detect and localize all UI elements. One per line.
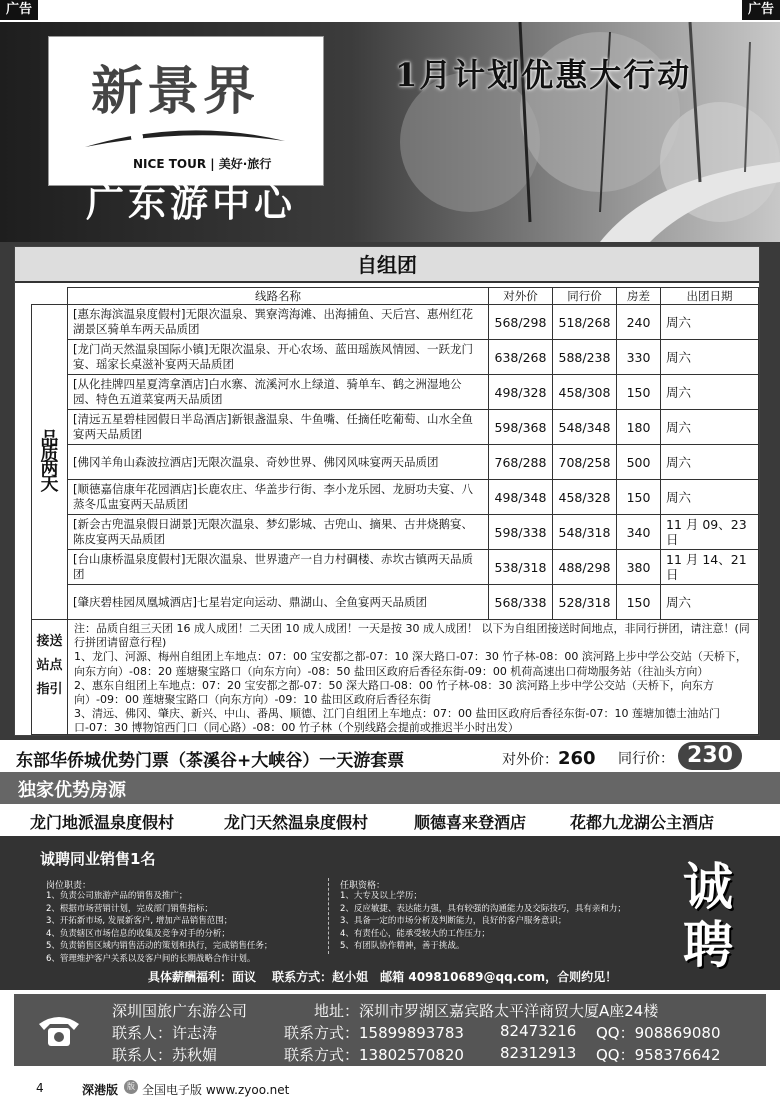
retail-price: 598/338 <box>489 515 553 550</box>
contact-1-name: 联系人：许志涛 <box>112 1024 218 1042</box>
room-diff: 340 <box>617 515 661 550</box>
recruit-contact: 具体薪酬福利：面议 联系方式：赵小姐 邮箱 409810689@qq.com，合则约见！ <box>148 970 618 984</box>
retail-price: 598/368 <box>489 410 553 445</box>
ticket-title: 东部华侨城优势门票（茶溪谷+大峡谷）一天游套票 <box>16 751 405 771</box>
contact-1-tel: 82473216 <box>500 1022 577 1040</box>
big-recruit-text: 诚聘 <box>683 857 733 974</box>
depart-date: 周六 <box>661 445 759 480</box>
top-bar <box>0 0 780 22</box>
contact-2-phone: 联系方式：13802570820 <box>284 1046 464 1064</box>
telephone-icon <box>36 1012 82 1048</box>
depart-date: 周六 <box>661 305 759 340</box>
ad-label-right: 广告 <box>742 0 780 20</box>
pickup-text <box>74 622 756 736</box>
retail-label: 对外价： <box>502 752 558 768</box>
list-item: 3、具备一定的市场分析及判断能力，良好的客户服务意识； <box>340 916 567 926</box>
contact-2-name: 联系人：苏秋媚 <box>112 1046 218 1064</box>
group-panel <box>14 246 760 736</box>
edition-label: 深港版 <box>82 1083 119 1097</box>
pickup-line: 2、惠东自组团上车地点：07：20 宝安都之都-07：50 深大路口-08：00 竹子林-08：30 滨河路上步中学公交站（天桥下，向东方向）-09：00 莲塘聚宝路口（向东方向）-09：10 盐田区政府后香径东街 <box>74 678 714 707</box>
peer-price: 458/328 <box>553 480 617 515</box>
main-section <box>0 242 780 740</box>
company-name: 深圳国旅广东游公司 <box>112 1002 248 1020</box>
list-item: 2、反应敏捷、表达能力强，具有较强的沟通能力及交际技巧，具有亲和力； <box>340 903 626 914</box>
header-room: 房差 <box>617 288 661 305</box>
duties-list <box>46 890 272 965</box>
pickup-guide <box>31 619 759 735</box>
contact-2-qq: QQ：958376642 <box>596 1046 721 1064</box>
divider <box>328 878 329 954</box>
contact-1-qq: QQ：908869080 <box>596 1024 721 1042</box>
peer-price: 528/318 <box>553 585 617 620</box>
peer-price-badge: 230 <box>678 742 742 770</box>
list-item: 1、负责公司旅游产品的销售及推广； <box>46 891 188 901</box>
route-name: [新会古兜温泉假日湖景]无限次温泉、梦幻影城、古兜山、摘果、古井烧鹅宴、陈皮宴两天品质团 <box>68 515 489 550</box>
ticket-retail <box>502 748 596 769</box>
header-retail: 对外价 <box>489 288 553 305</box>
page-number: 4 <box>36 1081 44 1095</box>
logo-swoosh-icon <box>85 121 285 151</box>
req-title: 任职资格： <box>340 881 386 891</box>
recruit-title: 诚聘同业销售1名 <box>40 850 156 868</box>
retail-price: 768/288 <box>489 445 553 480</box>
header-blank <box>32 288 68 305</box>
depart-date: 周六 <box>661 375 759 410</box>
depart-date: 周六 <box>661 410 759 445</box>
route-name: [佛冈羊角山森波拉酒店]无限次温泉、奇妙世界、佛冈风味宴两天品质团 <box>68 445 489 480</box>
logo-text: 新景界 <box>91 61 260 122</box>
route-name: [台山康桥温泉度假村]无限次温泉、世界遗产一自力村碉楼、赤坎古镇两天品质团 <box>68 550 489 585</box>
duties-title: 岗位职责： <box>46 881 92 891</box>
room-diff: 240 <box>617 305 661 340</box>
retail-price: 538/318 <box>489 550 553 585</box>
recruitment-section <box>0 838 780 990</box>
table-row <box>32 585 759 620</box>
table-row <box>32 480 759 515</box>
retail-value: 260 <box>558 748 596 769</box>
header-route: 线路名称 <box>68 288 489 305</box>
retail-price: 498/348 <box>489 480 553 515</box>
retail-price: 568/338 <box>489 585 553 620</box>
list-item: 2、根据市场营销计划，完成部门销售指标； <box>46 903 213 914</box>
depart-date: 11 月 09、23 日 <box>661 515 759 550</box>
depart-date: 周六 <box>661 585 759 620</box>
hotels-list <box>0 804 780 838</box>
company-address: 地址：深圳市罗湖区嘉宾路太平洋商贸大厦A座24楼 <box>314 1002 659 1020</box>
peer-price: 518/268 <box>553 305 617 340</box>
route-name: [肇庆碧桂园凤凰城酒店]七星岩定向运动、鼎湖山、全鱼宴两天品质团 <box>68 585 489 620</box>
group-title: 自组团 <box>15 247 759 283</box>
room-diff: 150 <box>617 480 661 515</box>
pickup-label: 接送站点指引 <box>32 620 68 734</box>
peer-price: 708/258 <box>553 445 617 480</box>
peer-price: 458/308 <box>553 375 617 410</box>
logo-box <box>48 36 324 186</box>
table-row <box>32 515 759 550</box>
room-diff: 150 <box>617 585 661 620</box>
depart-date: 周六 <box>661 480 759 515</box>
depart-date: 11 月 14、21 日 <box>661 550 759 585</box>
side-label: 品质两天 <box>32 305 68 620</box>
table-row <box>32 445 759 480</box>
table-row <box>32 375 759 410</box>
peer-price: 548/318 <box>553 515 617 550</box>
list-item: 4、有责任心，能承受较大的工作压力； <box>340 928 490 939</box>
route-name: [从化挂牌四星夏湾拿酒店]白水寨、流溪河水上绿道、骑单车、鹤之洲湿地公园、特色五道菜宴两天品质团 <box>68 375 489 410</box>
list-item: 1、大专及以上学历； <box>340 891 422 901</box>
ticket-offer <box>0 742 780 772</box>
table-row <box>32 410 759 445</box>
room-diff: 180 <box>617 410 661 445</box>
hotels-header <box>0 772 780 804</box>
route-name: [惠东海滨温泉度假村]无限次温泉、巽寮湾海滩、出海捕鱼、天后宫、惠州红花湖景区骑单车两天品质团 <box>68 305 489 340</box>
route-name: [顺德嘉信康年花园酒店]长鹿农庄、华盖步行街、李小龙乐园、龙厨功夫宴、八蒸冬瓜盅宴两天品质团 <box>68 480 489 515</box>
peer-price: 588/238 <box>553 340 617 375</box>
peer-price: 548/348 <box>553 410 617 445</box>
hotels-title: 独家优势房源 <box>18 780 126 801</box>
peer-price: 488/298 <box>553 550 617 585</box>
site-link[interactable]: 全国电子版 www.zyoo.net <box>142 1083 290 1097</box>
retail-price: 638/268 <box>489 340 553 375</box>
edition-badge-icon: 版 <box>124 1080 138 1094</box>
route-name: [清远五星碧桂园假日半岛酒店]新银盏温泉、牛鱼嘴、任摘任吃葡萄、山水全鱼宴两天品质团 <box>68 410 489 445</box>
ad-label-left: 广告 <box>0 0 38 20</box>
center-name: 广东游中心 <box>86 180 297 225</box>
list-item: 4、负责辖区市场信息的收集及竞争对手的分析； <box>46 928 230 939</box>
list-item: 5、有团队协作精神，善于挑战。 <box>340 941 465 951</box>
header-peer: 同行价 <box>553 288 617 305</box>
list-item: 5、负责销售区域内销售活动的策划和执行，完成销售任务； <box>46 941 273 951</box>
room-diff: 500 <box>617 445 661 480</box>
retail-price: 568/298 <box>489 305 553 340</box>
contact-2-tel: 82312913 <box>500 1044 577 1062</box>
hotel-item: 顺德喜来登酒店 <box>414 813 527 832</box>
table-row <box>32 305 759 340</box>
room-diff: 150 <box>617 375 661 410</box>
peer-label: 同行价： <box>618 751 674 767</box>
contact-1-phone: 联系方式：15899893783 <box>284 1024 464 1042</box>
page-footer <box>0 1074 780 1100</box>
list-item: 6、管理维护客户关系以及客户间的长期战略合作计划。 <box>46 953 256 964</box>
pickup-line: 注：品质自组三天团 16 成人成团！二天团 10 成人成团！一天是按 30 成人成团！ 以下为自组团接送时间地点，非同行拼团，请注意！(同行拼团请留意行程) <box>74 622 750 650</box>
hotel-item: 龙门天然温泉度假村 <box>224 813 369 832</box>
route-name: [龙门尚天然温泉国际小镇]无限次温泉、开心农场、蓝田瑶族风情园、一跃龙门宴、瑶家长桌滋补宴两天品质团 <box>68 340 489 375</box>
room-diff: 330 <box>617 340 661 375</box>
room-diff: 380 <box>617 550 661 585</box>
company-contact-box <box>14 994 766 1066</box>
depart-date: 周六 <box>661 340 759 375</box>
retail-price: 498/328 <box>489 375 553 410</box>
hotel-item: 花都九龙湖公主酒店 <box>570 813 715 832</box>
hero-banner <box>0 22 780 242</box>
table-row <box>32 550 759 585</box>
pickup-line: 3、清远、佛冈、肇庆、新兴、中山、番禺、顺德、江门自组团上车地点：07：00 盐田区政府后香径东街-07：10 莲塘加德士油站门口-07：30 博物馆西门口（同心路）-08：00 竹子林（个别线路会提前或推迟半小时出发） <box>74 707 720 735</box>
req-list <box>340 890 626 953</box>
pickup-line: 1、龙门、河源、梅州自组团上车地点：07：00 宝安都之都-07：10 深大路口-07：30 竹子林-08：00 滨河路上步中学公交站（天桥下，向东方向）-08：20 莲塘聚宝路口（向东方向）-08：50 盐田区政府后香径东街-09：00 机荷高速出口荷坳服务站（往汕头方向） <box>74 650 747 678</box>
list-item: 3、开拓新市场, 发展新客户, 增加产品销售范围； <box>46 916 233 926</box>
promo-headline: 1月计划优惠大行动 <box>395 56 692 94</box>
routes-table <box>31 287 759 620</box>
table-header-row <box>32 288 759 305</box>
header-date: 出团日期 <box>661 288 759 305</box>
hotel-item: 龙门地派温泉度假村 <box>30 813 175 832</box>
table-row <box>32 340 759 375</box>
logo-subtitle: NICE TOUR | 美好·旅行 <box>133 157 272 171</box>
